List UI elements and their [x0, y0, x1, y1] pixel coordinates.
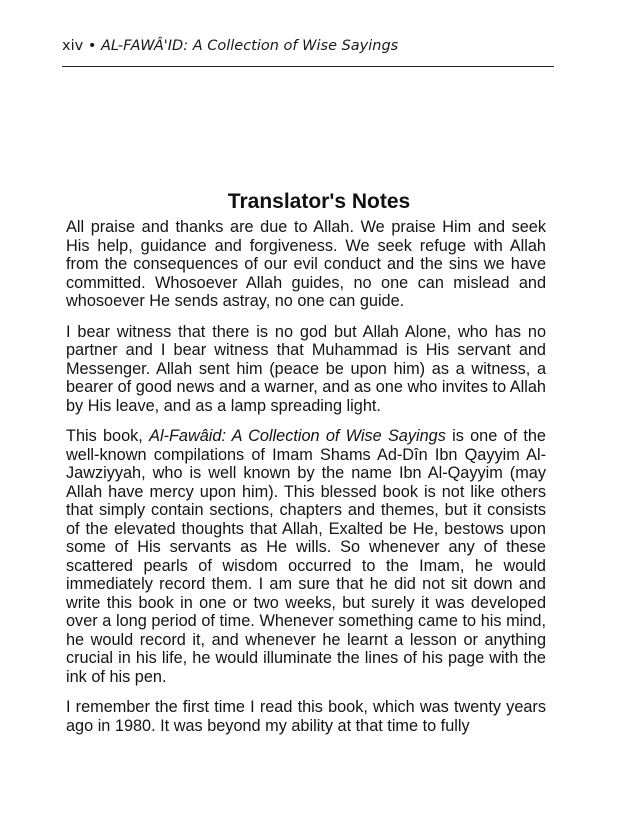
header-rule [62, 66, 554, 67]
page-number: xiv [62, 38, 84, 54]
running-header [62, 38, 398, 54]
header-bullet: • [87, 38, 97, 54]
paragraph-1: All praise and thanks are due to Allah. We praise Him and seek His help, guidance and forgiveness. We seek refuge with Allah from the consequences of our evil conduct and the sins we have committed. Whosoever Allah guides, no one can mislead and whosoever He sends astray, no one can guide. [66, 218, 546, 310]
body-text [66, 218, 546, 735]
paragraph-3-lead: This book, [66, 427, 143, 445]
section-title: Translator's Notes [227, 190, 411, 213]
paragraph-3 [66, 427, 546, 686]
book-title: Al-Fawâid: A Collection of Wise Sayings [149, 427, 446, 445]
paragraph-2: I bear witness that there is no god but Allah Alone, who has no partner and I bear witness that Muhammad is His servant and Messenger. Allah sent him (peace be upon him) as a witness, a bearer of good news and a warner, and as one who invites to Allah by His leave, and as a lamp spreading light. [66, 322, 546, 415]
paragraph-4: I remember the first time I read this book, which was twenty years ago in 1980. It was beyond my ability at that time to fully [66, 698, 546, 735]
running-title: AL-FAWÂ'ID: A Collection of Wise Sayings [100, 38, 399, 54]
paragraph-3-rest: is one of the well-known compilations of Imam Shams Ad-Dîn Ibn Qayyim Al-Jawziyyah, who is well known by the name Ibn Al-Qayyim (may Allah have mercy upon him). This blessed book is not like others that simply contain sections, chapters and themes, but it consists of the elevated thoughts that Allah, Exalted be He, bestows upon some of His servants as He wills. So whenever any of these scattered pearls of wisdom occurred to the Imam, he would immediately record them. I am sure that he did not sit down and write this book in one or two weeks, but surely it was developed over a long period of time. Whenever something came to his mind, he would record it, and whenever he learnt a lesson or anything crucial in his life, he would illuminate the lines of his page with the ink of his pen. [66, 427, 546, 686]
